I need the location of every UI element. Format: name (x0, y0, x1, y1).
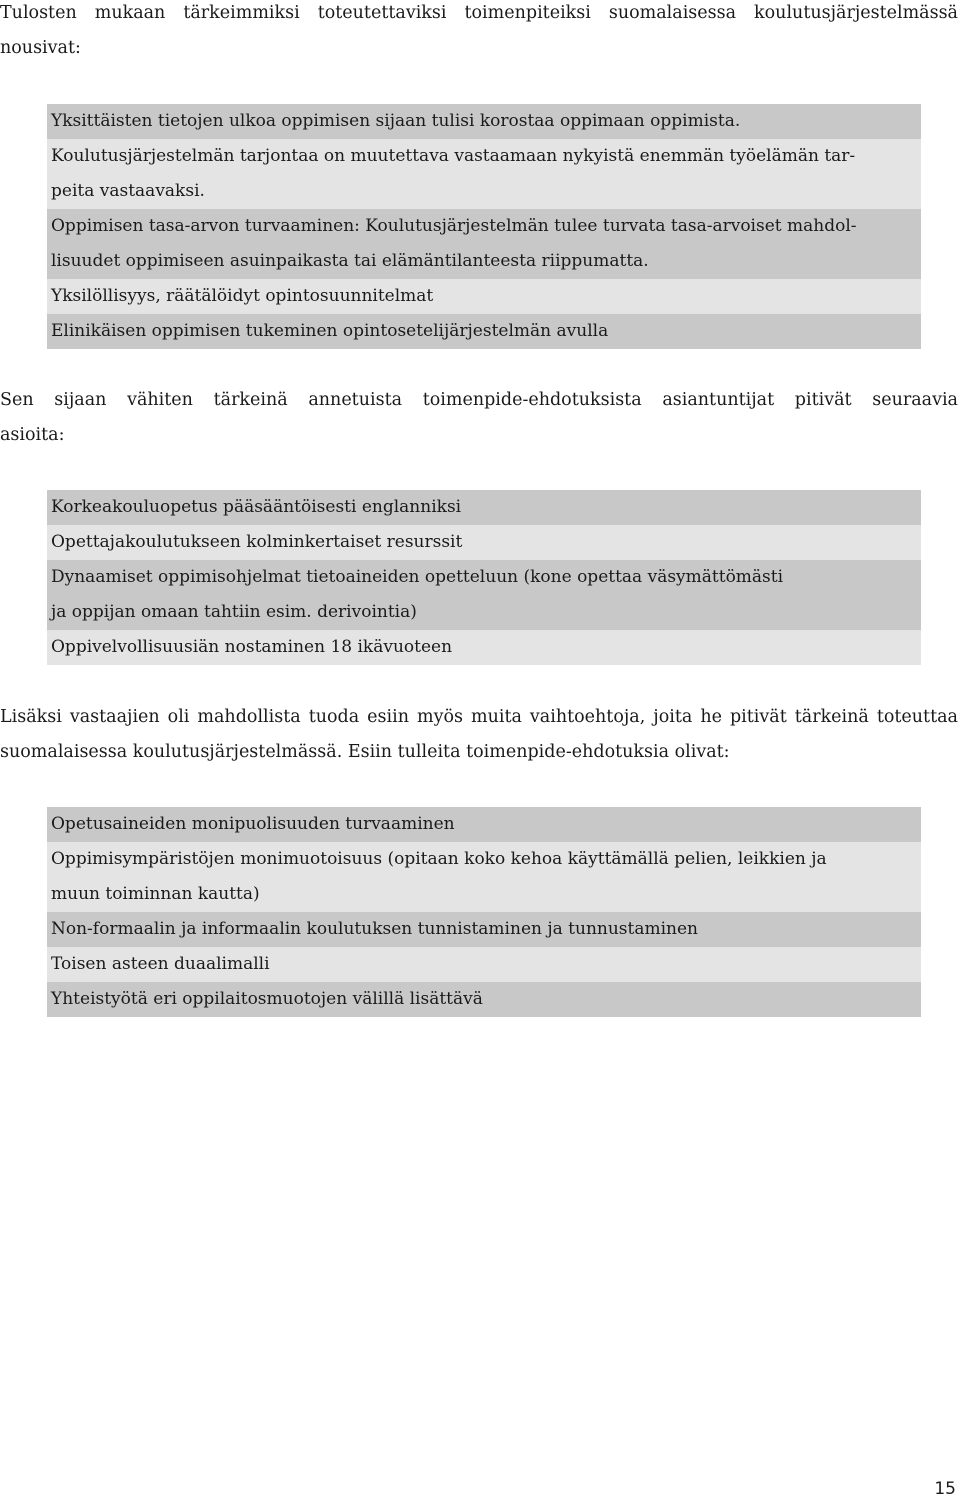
list-item: Non-formaalin ja informaalin koulutuksen tunnistaminen ja tunnustaminen (47, 912, 921, 947)
list-item: Opetusaineiden monipuolisuuden turvaaminen (47, 807, 921, 842)
list-item: Elinikäisen oppimisen tukeminen opintosetelijärjestelmän avulla (47, 314, 921, 349)
list-item: Koulutusjärjestelmän tarjontaa on muutettava vastaamaan nykyistä enemmän työelämän tar- peita vastaavaksi. (47, 139, 921, 209)
intro-paragraph (0, 0, 958, 66)
list-item: Opettajakoulutukseen kolminkertaiset resurssit (47, 525, 921, 560)
middle-line-1: Sen sijaan vähiten tärkeinä annetuista toimenpide-ehdotuksista asiantuntijat pitivät seuraavia (0, 390, 958, 410)
list-item: Oppivelvollisuusiän nostaminen 18 ikävuoteen (47, 630, 921, 665)
list-item: Dynaamiset oppimisohjelmat tietoaineiden opetteluun (kone opettaa väsymättömästi ja oppijan omaan tahtiin esim. derivointia) (47, 560, 921, 630)
intro-line-2: nousivat: (0, 38, 81, 58)
middle-line-2: asioita: (0, 425, 65, 445)
list-item: Yksittäisten tietojen ulkoa oppimisen sijaan tulisi korostaa oppimaan oppimista. (47, 104, 921, 139)
page-number: 15 (934, 1479, 956, 1499)
list-item: Toisen asteen duaalimalli (47, 947, 921, 982)
closing-line-2: suomalaisessa koulutusjärjestelmässä. Esiin tulleita toimenpide-ehdotuksia olivat: (0, 742, 730, 762)
list-item: Oppimisympäristöjen monimuotoisuus (opitaan koko kehoa käyttämällä pelien, leikkien ja muun toiminnan kautta) (47, 842, 921, 912)
list-item: Yhteistyötä eri oppilaitosmuotojen välillä lisättävä (47, 982, 921, 1017)
closing-line-1: Lisäksi vastaajien oli mahdollista tuoda esiin myös muita vaihtoehtoja, joita he pitivät tärkeinä toteuttaa (0, 707, 958, 727)
least-important-paragraph (0, 383, 958, 453)
list-item: Oppimisen tasa-arvon turvaaminen: Koulutusjärjestelmän tulee turvata tasa-arvoiset mahdol- lisuudet oppimiseen asuinpaikasta tai elämäntilanteesta riippumatta. (47, 209, 921, 279)
intro-line-1: Tulosten mukaan tärkeimmiksi toteutettaviksi toimenpiteiksi suomalaisessa koulutusjärjestelmässä (0, 3, 958, 23)
list-item: Korkeakouluopetus pääsääntöisesti englanniksi (47, 490, 921, 525)
list-item: Yksilöllisyys, räätälöidyt opintosuunnitelmat (47, 279, 921, 314)
additional-suggestions-list (47, 807, 921, 1017)
additional-suggestions-paragraph (0, 700, 958, 770)
least-important-measures-list (47, 490, 921, 665)
most-important-measures-list (47, 104, 921, 349)
